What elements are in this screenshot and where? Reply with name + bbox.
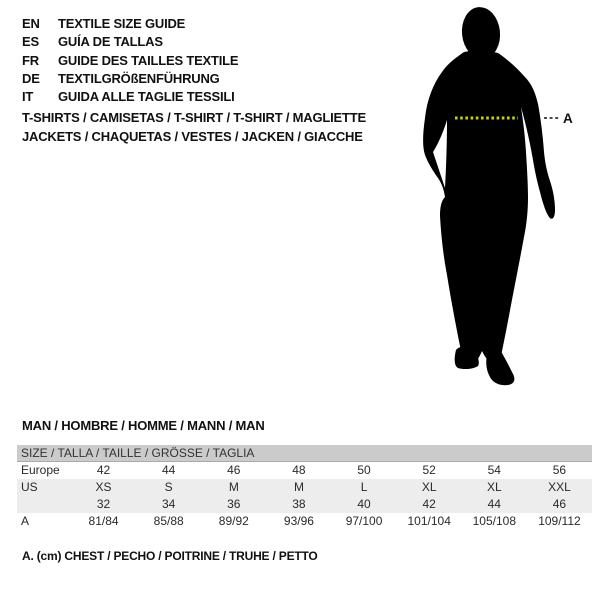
table-cell: 93/96: [283, 514, 314, 528]
table-cell: S: [164, 480, 173, 494]
table-cell: 89/92: [218, 514, 249, 528]
language-row: [22, 52, 238, 70]
table-cell: 40: [357, 497, 371, 511]
table-row-us-numbers: [17, 496, 592, 513]
table-cell: 34: [162, 497, 176, 511]
table-cell: 52: [422, 463, 436, 477]
product-line-jackets: JACKETS / CHAQUETAS / VESTES / JACKEN / GIACCHE: [22, 129, 363, 144]
language-code: ES: [22, 34, 39, 50]
table-cell: 38: [292, 497, 306, 511]
language-row: [22, 15, 238, 33]
language-label: TEXTILGRÖßENFÜHRUNG: [58, 70, 220, 86]
measurement-figure: [400, 0, 600, 400]
table-row-us-letters: [17, 479, 592, 496]
table-cell: M: [293, 480, 304, 494]
table-cell: XS: [95, 480, 112, 494]
table-cell: 109/112: [538, 514, 581, 528]
table-cell: 97/100: [345, 514, 383, 528]
table-cell: 56: [552, 463, 567, 477]
language-code: DE: [22, 70, 40, 86]
table-cell: 32: [96, 497, 111, 511]
language-label: GUIDE DES TAILLES TEXTILE: [58, 52, 239, 68]
table-cell: 46: [227, 463, 241, 477]
row-label: US: [21, 480, 38, 494]
language-list: [22, 15, 238, 106]
table-cell: M: [228, 480, 239, 494]
table-row-europe: [17, 462, 592, 479]
product-categories: [22, 108, 366, 146]
table-cell: 44: [487, 497, 501, 511]
table-cell: 101/104: [407, 514, 451, 528]
table-cell: 42: [422, 497, 436, 511]
man-silhouette-icon: [400, 0, 600, 400]
measure-label-a: A: [563, 111, 573, 126]
table-cell: 50: [357, 463, 371, 477]
row-label: A: [21, 514, 30, 528]
table-cell: 81/84: [88, 514, 119, 528]
table-cell: 54: [487, 463, 501, 477]
language-code: IT: [22, 89, 34, 105]
language-row: [22, 88, 238, 106]
table-cell: XXL: [548, 480, 571, 494]
table-cell: 42: [96, 463, 111, 477]
measurement-footnote: A. (cm) CHEST / PECHO / POITRINE / TRUHE / PETTO: [22, 549, 318, 563]
table-cell: 105/108: [472, 514, 516, 528]
language-code: EN: [22, 16, 40, 31]
language-row: [22, 70, 238, 88]
product-line-tshirts: T-SHIRTS / CAMISETAS / T-SHIRT / T-SHIRT / MAGLIETTE: [22, 110, 366, 125]
table-cell: 36: [227, 497, 241, 511]
language-row: [22, 33, 238, 51]
size-table: [17, 445, 592, 530]
table-cell: 48: [292, 463, 306, 477]
table-cell: 44: [162, 463, 176, 477]
language-label: GUIDA ALLE TAGLIE TESSILI: [58, 89, 235, 105]
table-row-chest-cm: [17, 513, 592, 530]
table-cell: XL: [486, 480, 502, 494]
language-code: FR: [22, 52, 39, 68]
table-cell: 85/88: [153, 514, 184, 528]
language-label: GUÍA DE TALLAS: [58, 34, 163, 50]
table-cell: 46: [552, 497, 567, 511]
row-label: Europe: [21, 463, 60, 477]
table-cell: L: [360, 480, 368, 494]
section-heading-man: MAN / HOMBRE / HOMME / MANN / MAN: [22, 418, 265, 433]
language-label: TEXTILE SIZE GUIDE: [58, 16, 186, 31]
table-header: SIZE / TALLA / TAILLE / GRÖSSE / TAGLIA: [17, 445, 592, 462]
table-cell: XL: [421, 480, 437, 494]
